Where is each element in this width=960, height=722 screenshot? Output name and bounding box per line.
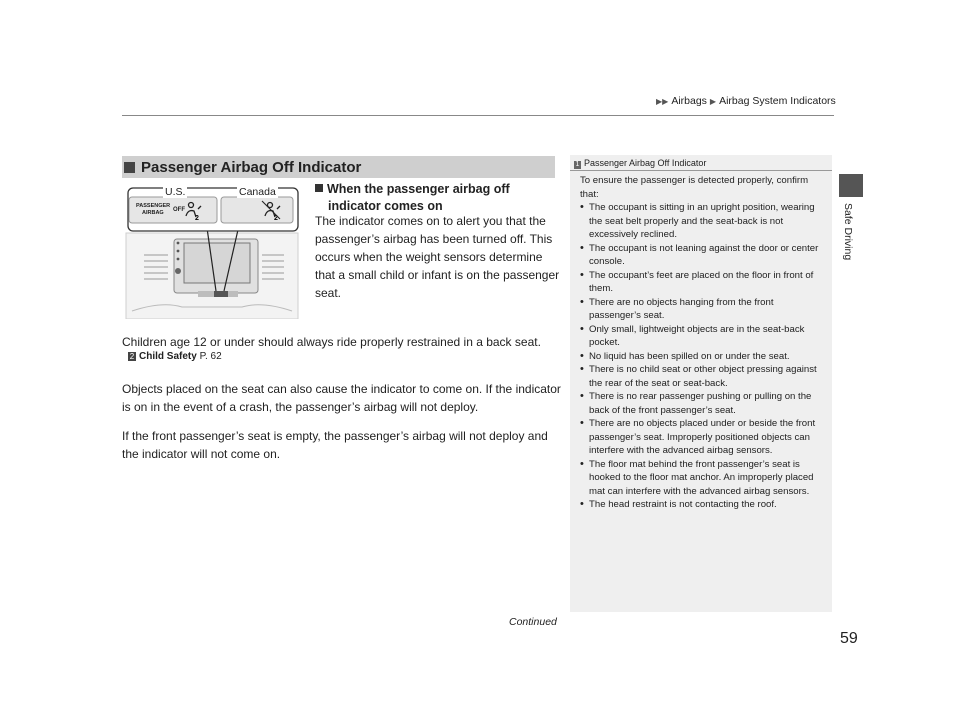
note-item: • The head restraint is not contacting the roof. — [580, 498, 828, 512]
note-item: • There are no objects placed under or beside the front passenger’s seat. Improperly positioned objects can interfere with the advanced airbag sensors. — [580, 417, 828, 458]
note-intro: To ensure the passenger is detected properly, confirm that: — [580, 175, 809, 200]
svg-text:2: 2 — [274, 215, 278, 222]
double-arrow-icon: ▶▶ — [656, 97, 669, 106]
figure-label-us: U.S. — [165, 186, 186, 198]
note-list — [580, 201, 828, 512]
note-item: • Only small, lightweight objects are in the seat-back pocket. — [580, 323, 828, 350]
breadcrumb-item-airbags[interactable]: Airbags — [671, 95, 707, 107]
arrow-icon: ▶ — [709, 97, 717, 106]
dashboard-illustration — [122, 183, 302, 319]
note-rule — [570, 170, 832, 171]
subsection-title-line2: indicator comes on — [328, 199, 443, 213]
page-number: 59 — [840, 630, 858, 647]
figure-label-canada: Canada — [239, 186, 276, 198]
reference-icon: 2 — [129, 352, 135, 361]
header-rule — [122, 115, 834, 116]
note-item: • No liquid has been spilled on or under the seat. — [580, 350, 828, 364]
subsection-body: The indicator comes on to alert you that the passenger’s airbag has been turned off. This occurs when the weight sensors determine that a small child or infant is on the passenger seat. — [315, 214, 560, 300]
cross-reference[interactable] — [128, 351, 222, 362]
note-body — [580, 174, 828, 512]
chapter-tab-label: Safe Driving — [842, 203, 854, 261]
note-item: • There are no objects hanging from the front passenger’s seat. — [580, 296, 828, 323]
note-heading — [574, 158, 706, 169]
section-marker-icon — [124, 162, 135, 173]
indicator-airbag-text: AIRBAG — [142, 210, 164, 216]
breadcrumb — [653, 95, 836, 107]
note-item: • There is no child seat or other object pressing against the rear of the seat or seat-back. — [580, 363, 828, 390]
note-item: • The occupant’s feet are placed on the floor in front of them. — [580, 269, 828, 296]
paragraph-empty-seat: If the front passenger’s seat is empty, the passenger’s airbag will not deploy and the indicator will not come on. — [122, 429, 548, 461]
indicator-passenger-text: PASSENGER — [136, 203, 171, 209]
breadcrumb-item-indicators[interactable]: Airbag System Indicators — [719, 95, 836, 107]
paragraph-children: Children age 12 or under should always ride properly restrained in a back seat. — [122, 335, 541, 349]
note-item: • There is no rear passenger pushing or pulling on the back of the front passenger’s seat. — [580, 390, 828, 417]
subsection-title-line1: When the passenger airbag off — [327, 182, 510, 196]
subsection-heading — [315, 181, 555, 215]
xref-page: P. 62 — [199, 351, 222, 362]
svg-text:2: 2 — [195, 215, 199, 222]
note-item: • The occupant is sitting in an upright position, wearing the seat belt properly and the seat-back is not excessively reclined. — [580, 201, 828, 242]
paragraph-objects: Objects placed on the seat can also cause the indicator to come on. If the indicator is on in the event of a crash, the passenger’s airbag will not deploy. — [122, 382, 561, 414]
subsection-marker-icon — [315, 184, 323, 192]
note-number-icon: 1 — [575, 161, 580, 168]
continued-label: Continued — [509, 616, 557, 628]
section-title: Passenger Airbag Off Indicator — [141, 158, 362, 176]
note-title: Passenger Airbag Off Indicator — [584, 158, 707, 168]
note-item: • The floor mat behind the front passenger’s seat is hooked to the floor mat anchor. An improperly placed mat can interfere with the advanced airbag sensors. — [580, 458, 828, 499]
indicator-off-text: OFF — [173, 207, 185, 213]
section-heading — [122, 156, 555, 178]
chapter-tab-marker — [839, 174, 863, 197]
xref-link[interactable]: Child Safety — [139, 351, 197, 362]
note-item: • The occupant is not leaning against the door or center console. — [580, 242, 828, 269]
